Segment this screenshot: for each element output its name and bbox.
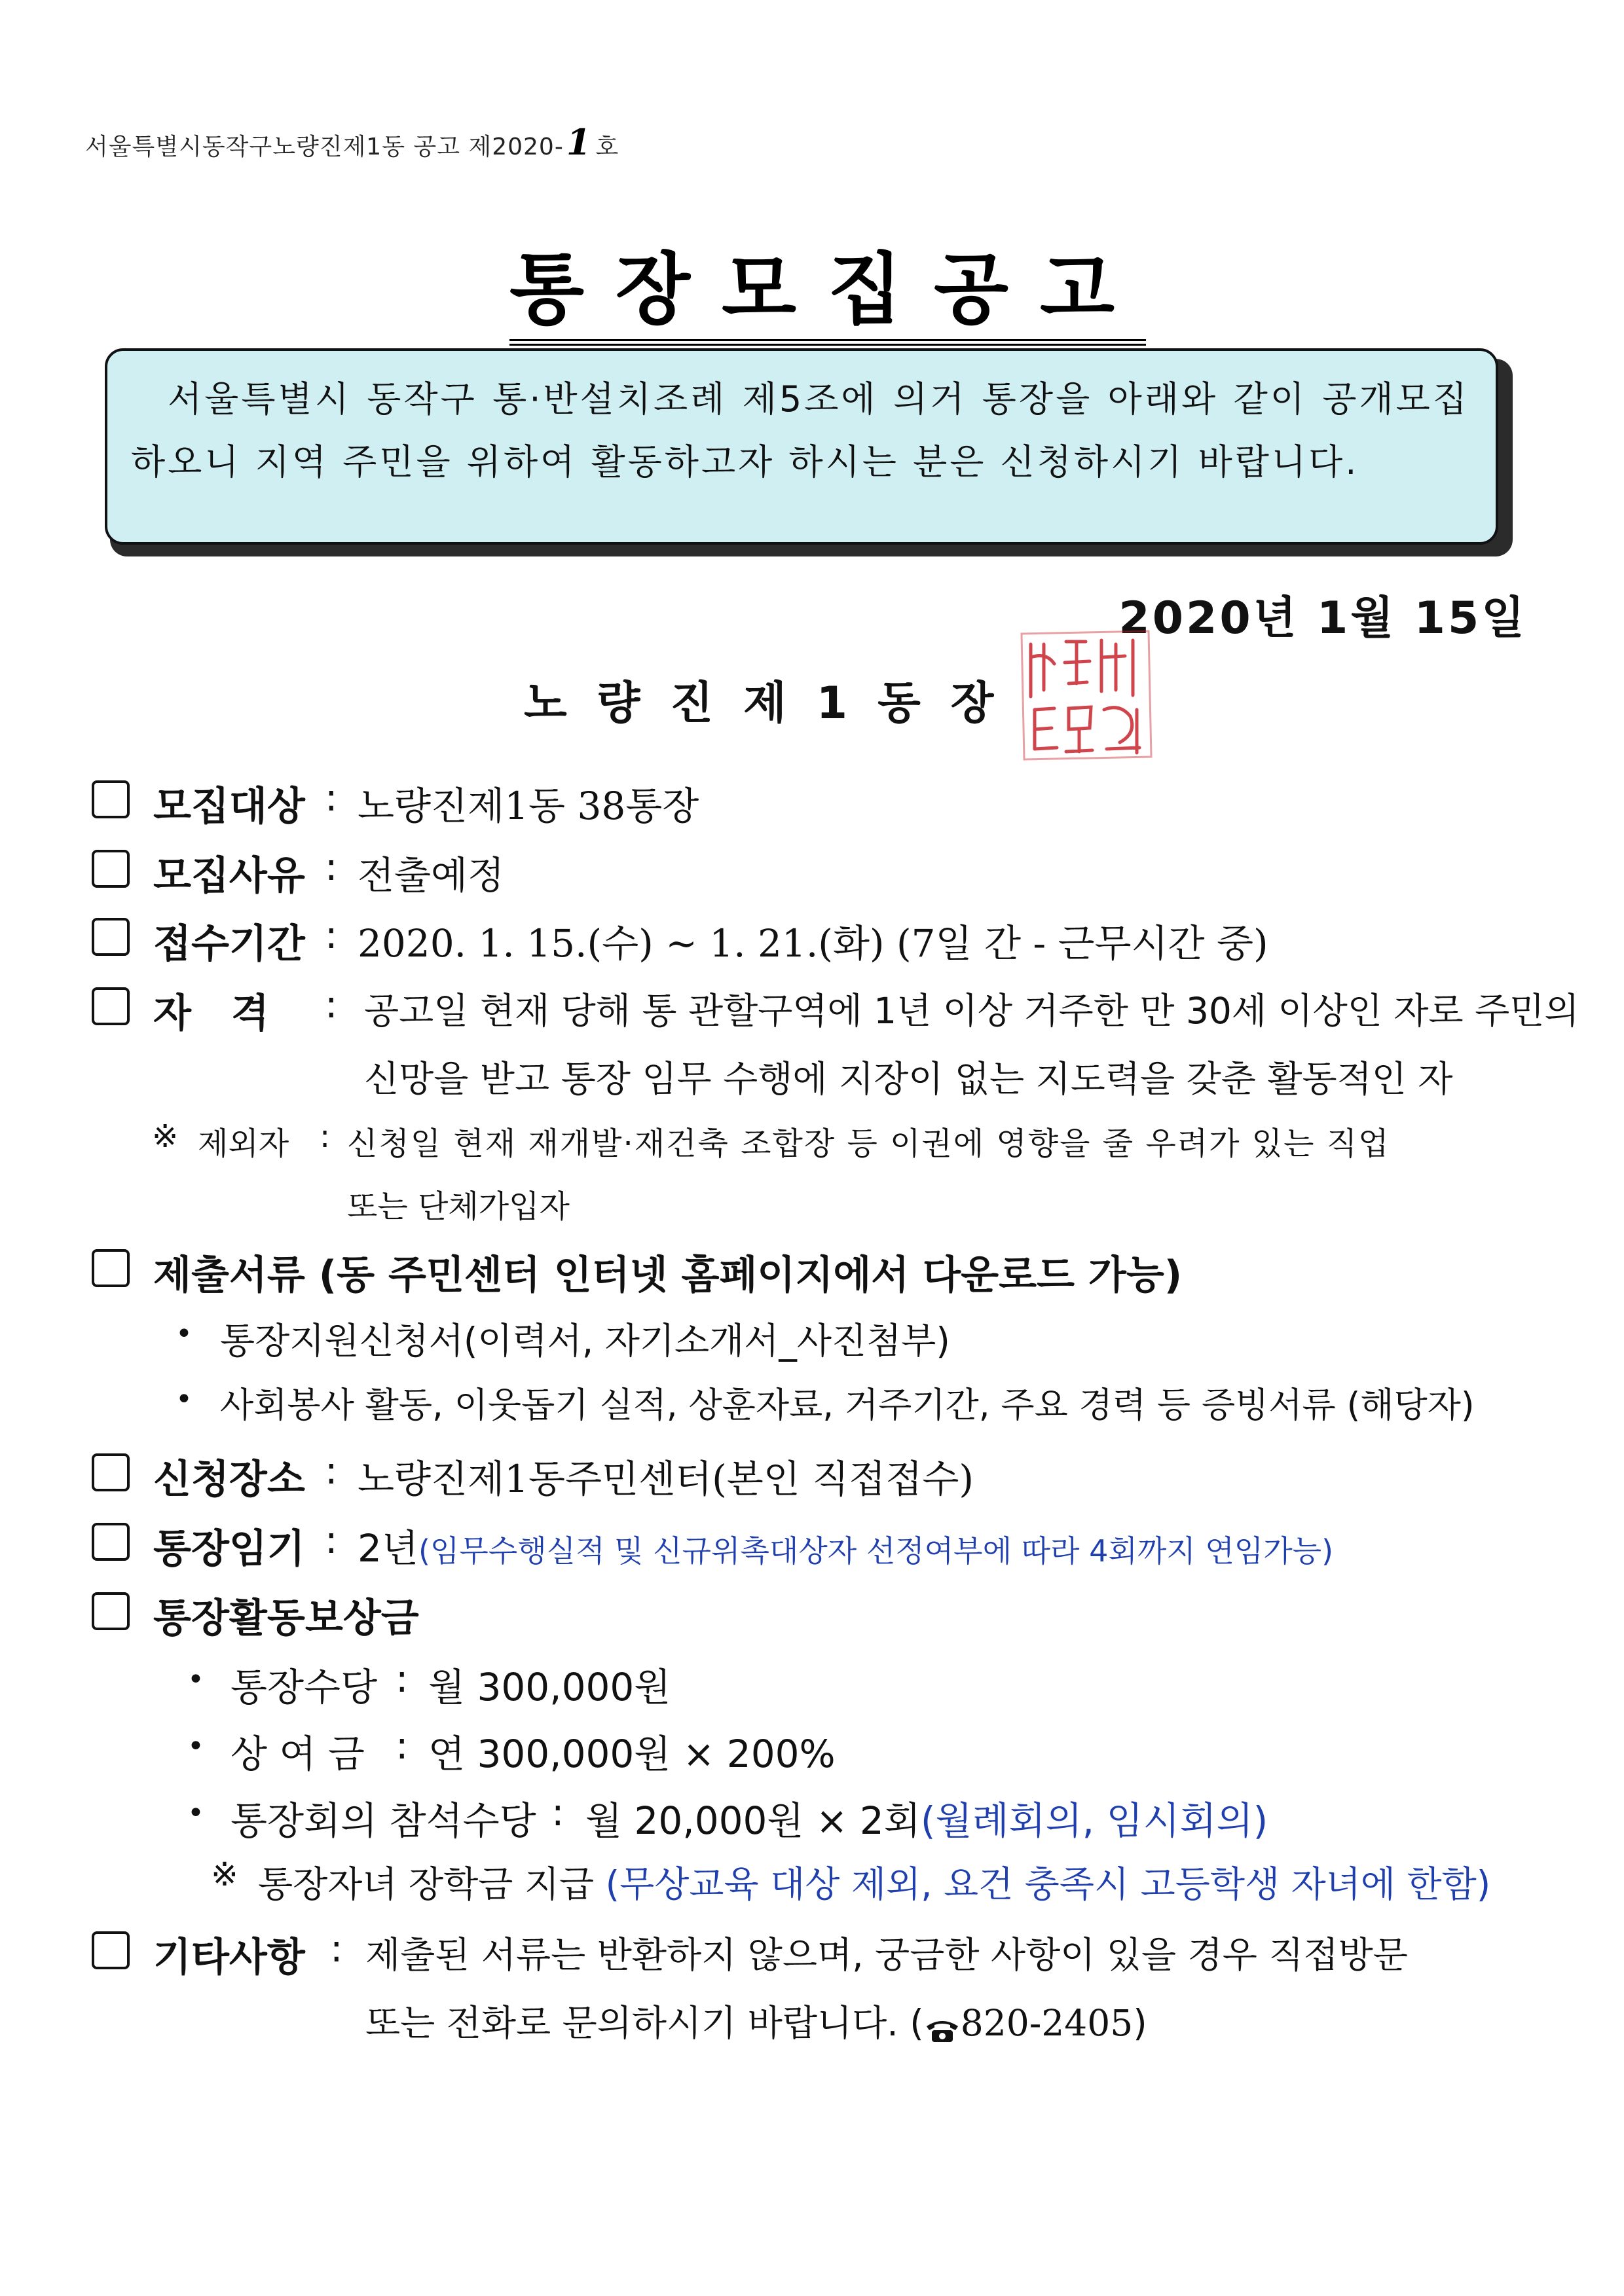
item-label: 접수기간 <box>153 921 305 967</box>
scholarship-row: 통장자녀 장학금 지급 (무상교육 대상 제외, 요건 충족시 고등학생 자녀에 한함) <box>258 1863 1491 1905</box>
other-line-1: 제출된 서류는 반환하지 않으며, 궁금한 사항이 있을 경우 직접방문 <box>365 1934 1408 1976</box>
checkbox-icon <box>92 780 130 818</box>
bullet-icon: • <box>187 1663 204 1696</box>
notice-date: 2020년 1월 15일 <box>1118 592 1527 644</box>
item-value: 전출예정 <box>358 853 505 898</box>
document-item: 통장지원신청서(이력서, 자기소개서_사진첨부) <box>220 1320 950 1362</box>
intro-text: 서울특별시 동작구 통·반설치조례 제5조에 의거 통장을 아래와 같이 공개모집하오니 지역 주민을 위하여 활동하고자 하시는 분은 신청하시기 바랍니다. <box>131 378 1469 483</box>
bullet-icon: • <box>175 1317 193 1351</box>
phone-number: 820-2405 <box>960 2002 1134 2044</box>
meeting-note: (월례회의, 임시회의) <box>920 1798 1268 1843</box>
bonus-value: 연 300,000원 × 200% <box>428 1732 836 1776</box>
item-value: 노량진제1동주민센터(본인 직접접수) <box>358 1457 974 1501</box>
checkbox-icon <box>92 918 130 956</box>
colon: : <box>325 982 338 1027</box>
checkbox-icon <box>92 1523 130 1561</box>
issuer: 노량진제1동장 <box>524 678 1024 729</box>
item-label: 제출서류 (동 주민센터 인터넷 홈페이지에서 다운로드 가능) <box>153 1252 1183 1298</box>
item-label: 모집대상 <box>153 784 305 829</box>
colon: : <box>396 1656 409 1701</box>
reference-mark: ※ <box>152 1118 179 1155</box>
page-title: 통장모집공고 <box>0 244 1624 346</box>
bullet-icon: • <box>187 1796 204 1830</box>
reference-mark: ※ <box>211 1855 238 1893</box>
colon: : <box>551 1790 564 1834</box>
term-note: (임무수행실적 및 신규위촉대상자 선정여부에 따라 4회까지 연임가능) <box>418 1533 1334 1569</box>
item-label: 통장임기 <box>153 1526 305 1572</box>
colon: : <box>330 1926 343 1971</box>
qualification-line-1: 공고일 현재 당해 통 관할구역에 1년 이상 거주한 만 30세 이상인 자로 주민의 <box>364 990 1579 1032</box>
colon: : <box>325 1518 338 1562</box>
colon: : <box>325 845 338 889</box>
checkbox-icon <box>92 1592 130 1630</box>
official-seal <box>1008 618 1163 773</box>
colon: : <box>396 1723 409 1768</box>
checkbox-icon <box>92 987 130 1025</box>
scholarship-note: (무상교육 대상 제외, 요건 충족시 고등학생 자녀에 한함) <box>605 1863 1491 1905</box>
notice-number-prefix: 서울특별시동작구노량진제1동 공고 제2020- <box>85 134 564 160</box>
item-label: 통장활동보상금 <box>153 1595 419 1641</box>
item-label: 자 격 <box>153 991 282 1036</box>
checkbox-icon <box>92 850 130 888</box>
exclusion-line-1: 신청일 현재 재개발·재건축 조합장 등 이권에 영향을 줄 우려가 있는 직업 <box>347 1125 1390 1162</box>
meeting-value-row: 월 20,000원 × 2회(월례회의, 임시회의) <box>585 1798 1268 1843</box>
other-line-2: 또는 전화로 문의하시기 바랍니다. ( 820-2405) <box>365 2002 1147 2044</box>
item-value: 2020. 1. 15.(수) ~ 1. 21.(화) (7일 간 - 근무시간 중) <box>358 921 1268 966</box>
allowance-value: 월 300,000원 <box>428 1665 671 1709</box>
item-label: 기타사항 <box>153 1935 305 1980</box>
allowance-label: 통장수당 <box>231 1665 378 1709</box>
exclusion-line-2: 또는 단체가입자 <box>347 1188 570 1225</box>
bullet-icon: • <box>175 1383 193 1416</box>
checkbox-icon <box>92 1931 130 1969</box>
item-label: 모집사유 <box>153 853 305 899</box>
phone-icon <box>924 2010 961 2036</box>
notice-number-suffix: 호 <box>595 134 619 160</box>
meeting-label: 통장회의 참석수당 <box>231 1798 536 1843</box>
colon: : <box>325 1448 338 1493</box>
colon: : <box>325 775 338 820</box>
qualification-line-2: 신망을 받고 통장 임무 수행에 지장이 없는 지도력을 갖춘 활동적인 자 <box>364 1058 1453 1100</box>
exclusion-label: 제외자 <box>198 1125 289 1162</box>
checkbox-icon <box>92 1249 130 1287</box>
item-value: 노량진제1동 38통장 <box>358 784 699 828</box>
colon: : <box>325 913 338 957</box>
term-value: 2년(임무수행실적 및 신규위촉대상자 선정여부에 따라 4회까지 연임가능) <box>358 1526 1334 1571</box>
notice-number-handwritten: 1 <box>566 121 592 163</box>
item-label: 신청장소 <box>153 1457 305 1503</box>
intro-box <box>105 348 1498 545</box>
bullet-icon: • <box>187 1730 204 1763</box>
colon: : <box>320 1118 331 1155</box>
document-item: 사회봉사 활동, 이웃돕기 실적, 상훈자료, 거주기간, 주요 경력 등 증빙서류 (해당자) <box>220 1385 1475 1425</box>
notice-number <box>85 121 619 163</box>
bonus-label: 상 여 금 <box>231 1732 365 1776</box>
checkbox-icon <box>92 1453 130 1491</box>
